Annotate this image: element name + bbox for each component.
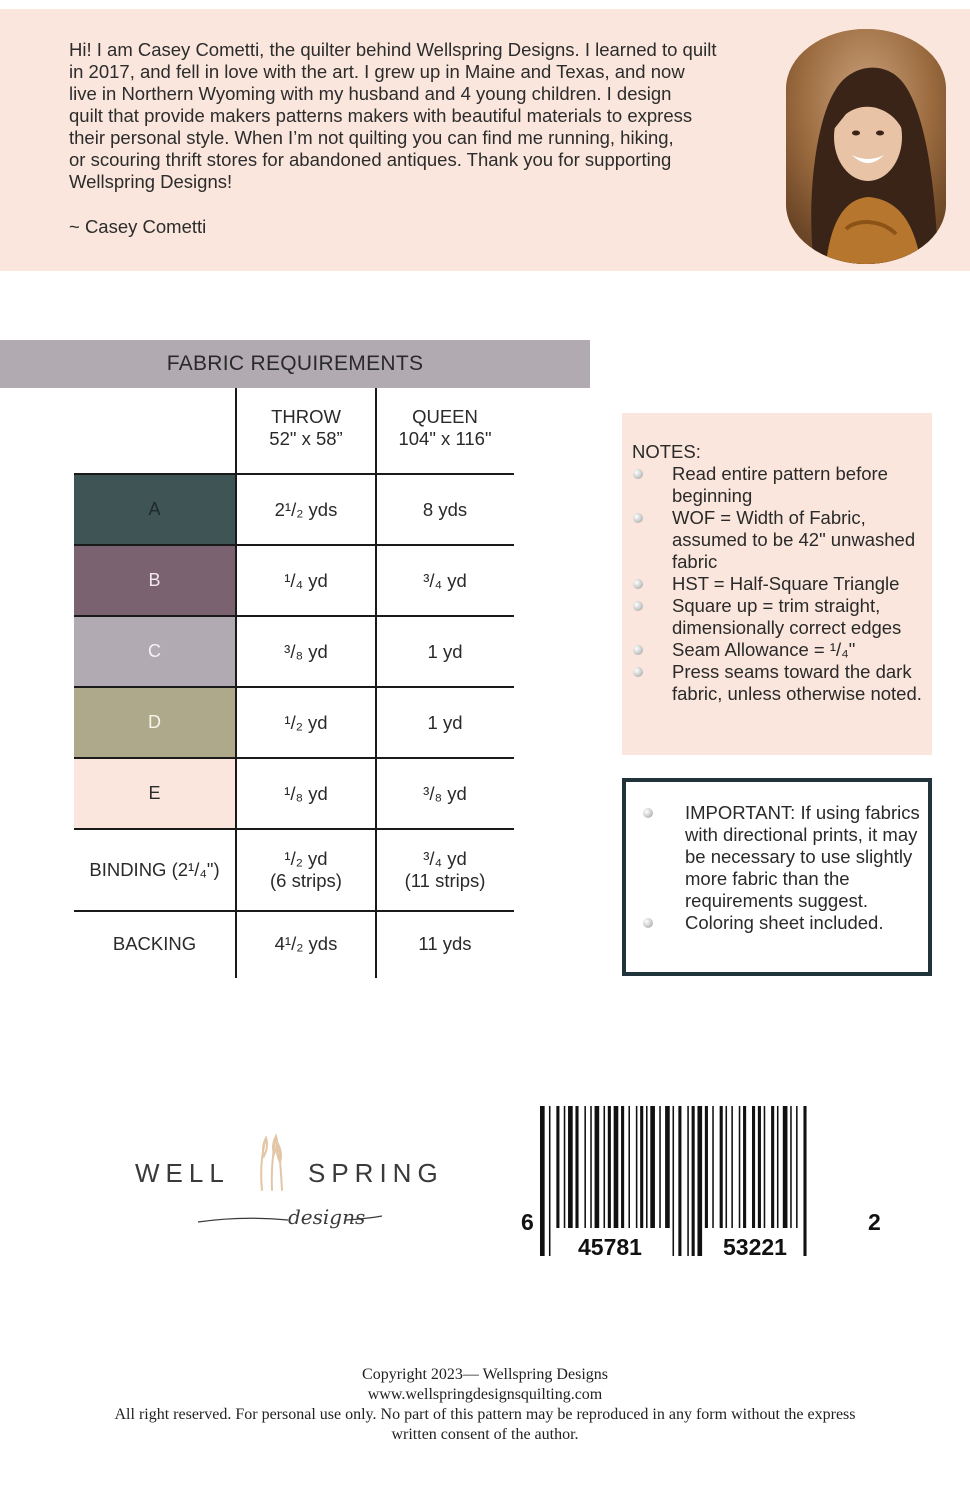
footer-line: www.wellspringdesignsquilting.com xyxy=(367,1386,603,1403)
barcode-bar xyxy=(720,1106,723,1228)
wheat-sprig-icon xyxy=(252,1130,292,1192)
column-header-throw xyxy=(236,406,376,450)
note-item xyxy=(632,661,924,705)
note-item xyxy=(632,507,924,573)
bio-line: live in Northern Wyoming with my husband and 4 young children. I design xyxy=(69,83,672,104)
barcode-bar xyxy=(575,1106,578,1228)
barcode-bar xyxy=(777,1106,779,1228)
row-label-binding: BINDING (2¹/₄") xyxy=(89,859,220,880)
important-panel xyxy=(622,778,932,976)
barcode-bar xyxy=(621,1106,624,1228)
note-text: Square up = trim straight, dimensionally correct edges xyxy=(672,595,902,638)
note-text: HST = Half-Square Triangle xyxy=(672,573,900,594)
cell-queen-backing: 11 yds xyxy=(418,933,472,954)
bio-line: in 2017, and fell in love with the art. I grew up in Maine and Texas, and now xyxy=(69,61,685,82)
barcode-bar xyxy=(739,1106,741,1228)
swatch-label: A xyxy=(148,499,161,519)
bullet-icon xyxy=(633,513,643,523)
bullet-icon xyxy=(633,579,643,589)
footer-line: All right reserved. For personal use only. No part of this pattern may be reproduced in any form without the express xyxy=(114,1406,856,1423)
barcode-first-digit: 6 xyxy=(521,1209,534,1235)
bio-line: quilt that provide makers patterns makers with beautiful materials to express xyxy=(69,105,693,126)
swatch-a xyxy=(74,474,235,545)
bio-line: or scouring thrift stores for abandoned antiques. Thank you for supporting xyxy=(69,149,672,170)
bio-text xyxy=(69,39,759,193)
cell-queen-a: 8 yds xyxy=(422,498,468,520)
barcode-bar xyxy=(743,1106,746,1228)
barcode-bar xyxy=(726,1106,728,1228)
cell-throw-e: ¹/₈ yd xyxy=(284,782,328,804)
cell-throw-c: ³/₈ yd xyxy=(284,640,328,662)
bullet-icon xyxy=(633,645,643,655)
swatch-e xyxy=(74,758,235,829)
logo-word-right: SPRING xyxy=(308,1158,444,1188)
logo-script-text: designs xyxy=(288,1205,366,1229)
cell-throw-backing: 4¹/₂ yds xyxy=(274,933,338,954)
row-label-backing: BACKING xyxy=(112,933,197,954)
barcode-bar xyxy=(803,1106,806,1256)
barcode-bar xyxy=(712,1106,714,1228)
wellspring-logo xyxy=(130,1130,460,1240)
barcode-bar xyxy=(584,1106,586,1228)
cell-line: ³/₄ yd xyxy=(423,848,467,869)
grid-vertical-line xyxy=(235,388,237,978)
logo-script-swash xyxy=(196,1200,386,1234)
column-name: THROW xyxy=(271,406,341,427)
swatch-c xyxy=(74,616,235,687)
cell-throw-a: 2¹/₂ yds xyxy=(274,498,338,520)
barcode-bar xyxy=(636,1106,638,1228)
cell-throw-b: ¹/₄ yd xyxy=(284,569,328,591)
bio-panel xyxy=(0,9,970,271)
notes-list xyxy=(632,463,924,705)
barcode-bar xyxy=(673,1106,675,1256)
barcode-bar xyxy=(614,1106,619,1228)
barcode-bar xyxy=(783,1106,788,1228)
barcode-bar xyxy=(659,1106,661,1228)
barcode-bar xyxy=(752,1106,755,1228)
bullet-icon xyxy=(643,808,653,818)
author-photo-illustration xyxy=(786,29,946,264)
barcode-bar xyxy=(564,1106,566,1228)
barcode-bar xyxy=(705,1106,708,1228)
barcode-bar xyxy=(692,1106,695,1256)
bullet-icon xyxy=(643,918,653,928)
note-text: Read entire pattern before beginning xyxy=(672,463,888,506)
barcode-bar xyxy=(771,1106,774,1228)
upc-barcode xyxy=(518,1106,888,1266)
bio-signature: ~ Casey Cometti xyxy=(69,216,207,237)
barcode-bar xyxy=(628,1106,630,1228)
important-text: Coloring sheet included. xyxy=(685,912,884,933)
barcode-bar xyxy=(790,1106,792,1228)
swatch-label: E xyxy=(148,783,161,803)
cell-line: (11 strips) xyxy=(404,870,486,891)
column-size: 52" x 58” xyxy=(269,428,343,449)
grid-horizontal-line xyxy=(74,686,514,688)
important-item xyxy=(641,912,920,934)
barcode-bar xyxy=(678,1106,681,1256)
barcode-right-group: 53221 xyxy=(723,1234,787,1260)
important-item xyxy=(641,802,920,912)
footer-line: Copyright 2023— Wellspring Designs xyxy=(362,1366,608,1383)
bio-line: Wellspring Designs! xyxy=(69,171,233,192)
barcode-bar xyxy=(758,1106,761,1228)
bullet-icon xyxy=(633,667,643,677)
cell-line: ¹/₂ yd xyxy=(284,848,328,869)
footer-line: written consent of the author. xyxy=(391,1426,579,1443)
column-header-queen xyxy=(376,406,514,450)
barcode-bar xyxy=(665,1106,670,1228)
note-text: WOF = Width of Fabric, assumed to be 42" unwashed fabric xyxy=(672,507,916,572)
swatch-label: C xyxy=(148,641,161,661)
grid-horizontal-line xyxy=(74,544,514,546)
barcode-left-group: 45781 xyxy=(578,1234,642,1260)
note-item xyxy=(632,595,924,639)
cell-throw-d: ¹/₂ yd xyxy=(284,711,328,733)
grid-horizontal-line xyxy=(74,615,514,617)
note-item xyxy=(632,639,924,661)
barcode-bar xyxy=(595,1106,600,1228)
grid-vertical-line xyxy=(375,388,377,978)
barcode-bar xyxy=(568,1106,573,1228)
cell-queen-binding xyxy=(376,829,514,911)
cell-queen-e: ³/₈ yd xyxy=(423,782,467,804)
barcode-bar xyxy=(650,1106,655,1228)
barcode-bar xyxy=(687,1106,689,1256)
author-portrait xyxy=(786,29,946,264)
cell-queen-c: 1 yd xyxy=(427,640,463,662)
swatch-label: D xyxy=(148,712,161,732)
cell-queen-b: ³/₄ yd xyxy=(423,569,467,591)
notes-panel xyxy=(622,413,932,755)
barcode-bar xyxy=(556,1106,559,1228)
barcode-bar xyxy=(549,1106,551,1256)
grid-horizontal-line xyxy=(74,910,514,912)
cell-queen-d: 1 yd xyxy=(427,711,463,733)
grid-horizontal-line xyxy=(74,473,514,475)
barcode-last-digit: 2 xyxy=(868,1209,881,1235)
barcode-bar xyxy=(540,1106,545,1256)
note-text: Press seams toward the dark fabric, unless otherwise noted. xyxy=(672,661,922,704)
bio-line: Hi! I am Casey Cometti, the quilter behind Wellspring Designs. I learned to quilt xyxy=(69,39,717,60)
bullet-icon xyxy=(633,469,643,479)
barcode-bar xyxy=(604,1106,606,1228)
important-text: IMPORTANT: If using fabrics with directional prints, it may be necessary to use slightly more fabric than the requirements suggest. xyxy=(685,802,920,911)
swatch-label: B xyxy=(148,570,161,590)
note-item xyxy=(632,573,924,595)
barcode-bar xyxy=(590,1106,592,1228)
grid-horizontal-line xyxy=(74,757,514,759)
swatch-d xyxy=(74,687,235,758)
barcode-bar xyxy=(731,1106,733,1228)
cell-line: (6 strips) xyxy=(270,870,342,891)
swatch-b xyxy=(74,545,235,616)
fabric-requirements-header: FABRIC REQUIREMENTS xyxy=(0,340,590,388)
barcode-bar xyxy=(608,1106,611,1228)
barcode-bar xyxy=(640,1106,643,1228)
copyright-footer xyxy=(0,1365,970,1445)
barcode-bar xyxy=(764,1106,766,1228)
note-item xyxy=(632,463,924,507)
cell-throw-binding xyxy=(236,829,376,911)
grid-horizontal-line xyxy=(74,828,514,830)
barcode-bar xyxy=(646,1106,648,1228)
column-size: 104" x 116" xyxy=(398,428,492,449)
important-list xyxy=(641,802,920,934)
bullet-icon xyxy=(633,601,643,611)
note-text: Seam Allowance = ¹/₄" xyxy=(672,639,856,660)
barcode-bar xyxy=(697,1106,702,1256)
barcode-bar xyxy=(796,1106,798,1228)
column-name: QUEEN xyxy=(412,406,478,427)
notes-title: NOTES: xyxy=(632,441,701,462)
bio-line: their personal style. When I’m not quilting you can find me running, hiking, xyxy=(69,127,674,148)
logo-word-left: WELL xyxy=(135,1158,230,1188)
